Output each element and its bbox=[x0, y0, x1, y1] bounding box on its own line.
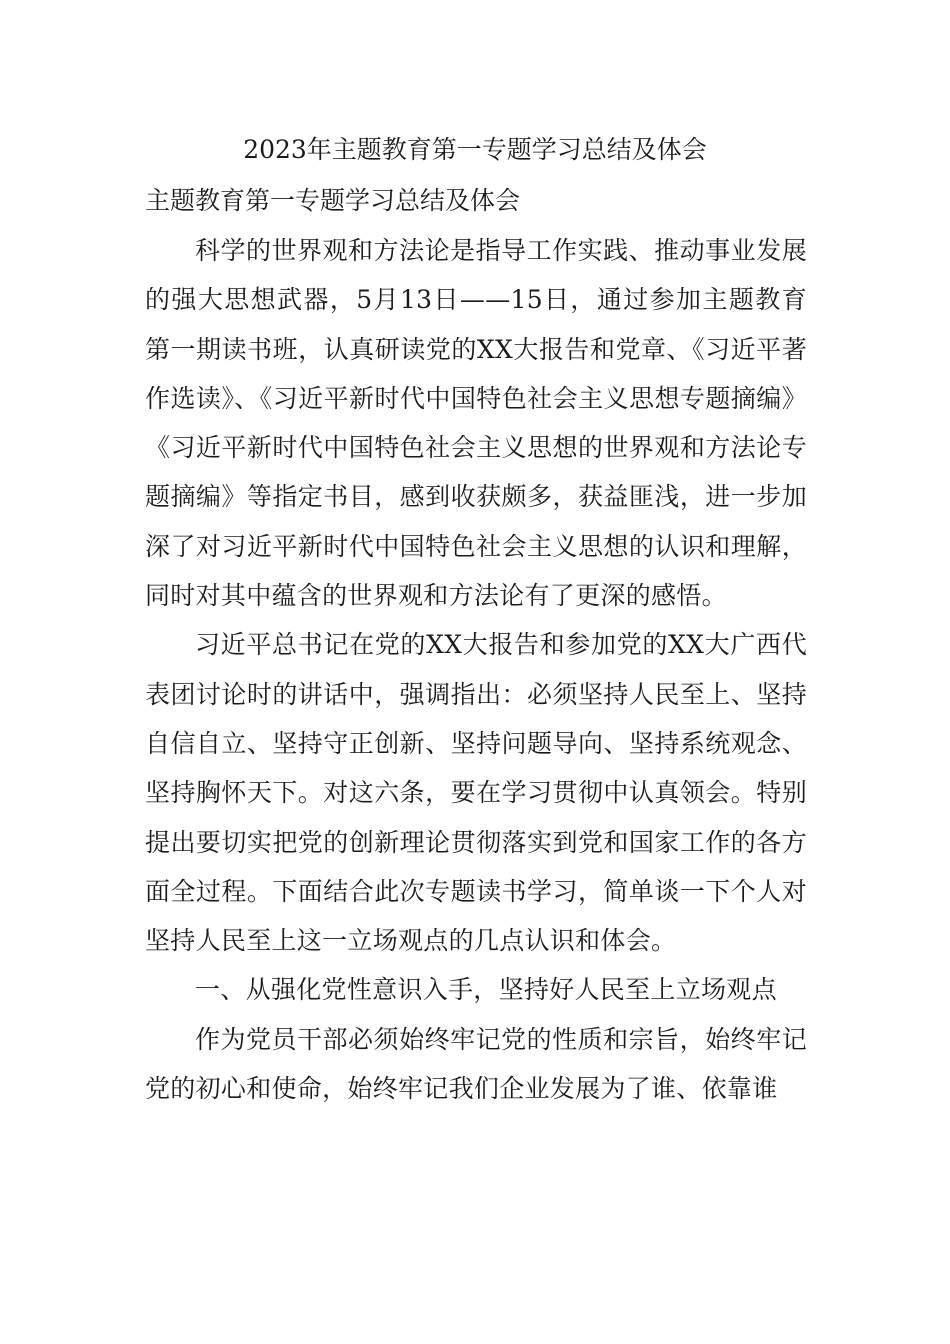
document-title: 2023年主题教育第一专题学习总结及体会 bbox=[243, 135, 707, 164]
paragraph-1: 科学的世界观和方法论是指导工作实践、推动事业发展的强大思想武器，5月13日——15日，通过参加主题教育第一期读书班，认真研读党的XX大报告和党章、《习近平著作选读》、《习近平新时代中国特色社会主义思想专题摘编》《习近平新时代中国特色社会主义思想的世界观和方法论专题摘编》等指定书目，感到收获颇多，获益匪浅，进一步加深了对习近平新时代中国特色社会主义思想的认识和理解，同时对其中蕴含的世界观和方法论有了更深的感悟。 bbox=[145, 236, 807, 611]
document-subtitle: 主题教育第一专题学习总结及体会 bbox=[145, 186, 521, 215]
paragraph-2: 习近平总书记在党的XX大报告和参加党的XX大广西代表团讨论时的讲话中，强调指出：必须坚持人民至上、坚持自信自立、坚持守正创新、坚持问题导向、坚持系统观念、坚持胸怀天下。对这六条，要在学习贯彻中认真领会。特别提出要切实把党的创新理论贯彻落实到党和国家工作的各方面全过程。下面结合此次专题读书学习，简单谈一下个人对坚持人民至上这一立场观点的几点认识和体会。 bbox=[145, 630, 807, 956]
document-body bbox=[145, 226, 807, 1113]
section-heading: 一、从强化党性意识入手，坚持好人民至上立场观点 bbox=[195, 975, 777, 1005]
paragraph-3: 作为党员干部必须始终牢记党的性质和宗旨，始终牢记党的初心和使命，始终牢记我们企业发展为了谁、依靠谁 bbox=[145, 1024, 807, 1104]
